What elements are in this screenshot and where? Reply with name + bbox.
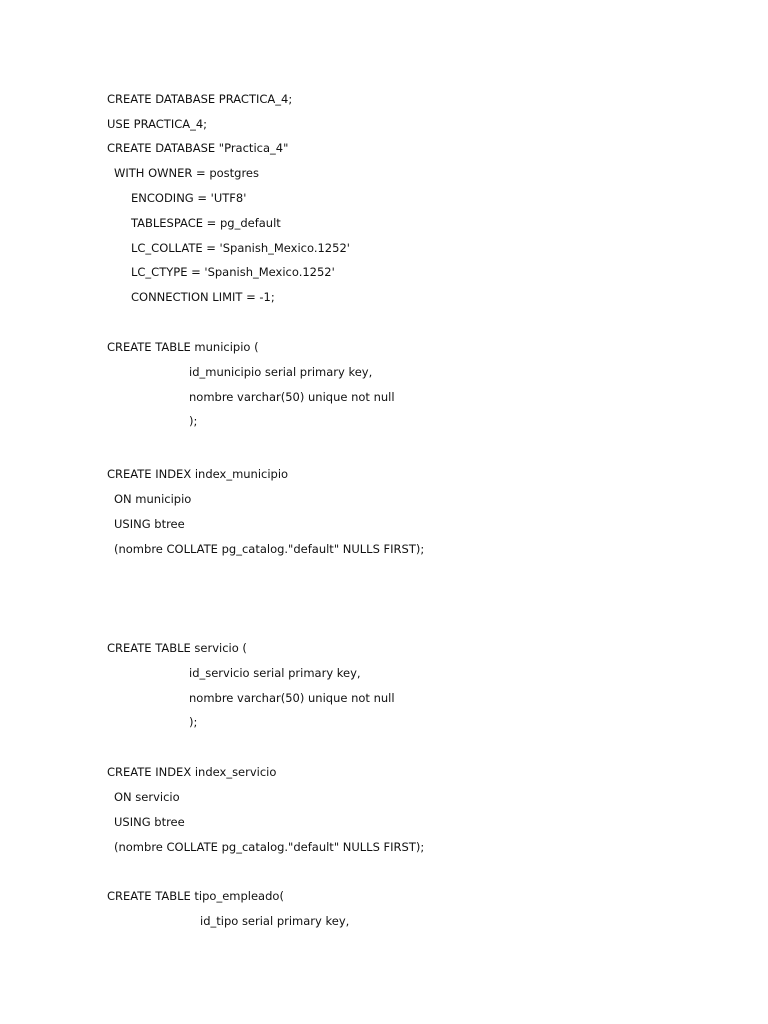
code-line: id_tipo serial primary key, (200, 914, 350, 928)
code-line: CREATE TABLE tipo_empleado( (107, 889, 284, 903)
code-line: CONNECTION LIMIT = -1; (131, 290, 275, 304)
code-line: ENCODING = 'UTF8' (131, 191, 247, 205)
code-line: CREATE INDEX index_servicio (107, 765, 277, 779)
code-line: ); (189, 715, 198, 729)
code-line: ON servicio (114, 790, 180, 804)
code-line: (nombre COLLATE pg_catalog."default" NULLS FIRST); (114, 840, 425, 854)
code-line: LC_CTYPE = 'Spanish_Mexico.1252' (131, 265, 335, 279)
code-line: id_municipio serial primary key, (189, 365, 373, 379)
code-line: CREATE TABLE servicio ( (107, 641, 247, 655)
code-line: id_servicio serial primary key, (189, 666, 361, 680)
code-line: TABLESPACE = pg_default (131, 216, 281, 230)
code-line: nombre varchar(50) unique not null (189, 691, 395, 705)
code-line: ON municipio (114, 492, 192, 506)
code-line: USE PRACTICA_4; (107, 117, 208, 131)
code-line: (nombre COLLATE pg_catalog."default" NULLS FIRST); (114, 542, 425, 556)
code-line: CREATE DATABASE PRACTICA_4; (107, 92, 293, 106)
code-line: USING btree (114, 517, 185, 531)
code-line: CREATE DATABASE "Practica_4" (107, 141, 289, 155)
code-line: ); (189, 414, 198, 428)
code-line: LC_COLLATE = 'Spanish_Mexico.1252' (131, 241, 350, 255)
code-line: WITH OWNER = postgres (114, 166, 259, 180)
code-line: CREATE TABLE municipio ( (107, 340, 259, 354)
code-line: CREATE INDEX index_municipio (107, 467, 289, 481)
code-line: nombre varchar(50) unique not null (189, 390, 395, 404)
code-line: USING btree (114, 815, 185, 829)
